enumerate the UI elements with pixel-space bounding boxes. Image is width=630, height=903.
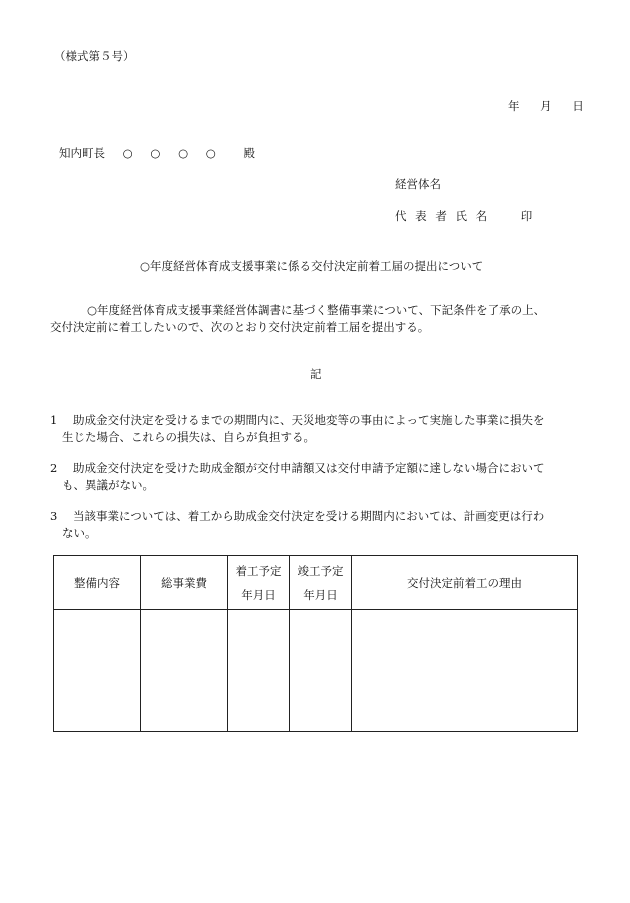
header-end-line2: 年月日 xyxy=(303,587,338,602)
rep-char: 者 xyxy=(435,209,447,223)
condition-text: 助成金交付決定を受けるまでの期間内に、天災地変等の事由によって実施した事業に損失を xyxy=(72,413,545,427)
schedule-table xyxy=(53,555,578,732)
addressee-circle: ○ xyxy=(150,146,161,160)
condition-number: 1 xyxy=(50,413,58,427)
representative-label xyxy=(395,208,532,224)
condition-item xyxy=(50,508,590,542)
condition-text-continued: 生じた場合、これらの損失は、自らが負担する。 xyxy=(62,430,315,444)
condition-text: 当該事業については、着工から助成金交付決定を受ける期間内においては、計画変更は行わ xyxy=(72,509,545,523)
cell-end-date[interactable] xyxy=(290,610,352,732)
header-content: 整備内容 xyxy=(54,556,141,610)
addressee-circle: ○ xyxy=(178,146,189,160)
seal-label: 印 xyxy=(520,209,533,223)
cell-total-cost[interactable] xyxy=(141,610,228,732)
cell-content[interactable] xyxy=(54,610,141,732)
rep-char: 氏 xyxy=(455,209,467,223)
header-total-cost: 総事業費 xyxy=(141,556,228,610)
cell-start-date[interactable] xyxy=(228,610,290,732)
year-label: 年 xyxy=(508,99,520,113)
cell-reason[interactable] xyxy=(352,610,578,732)
date-line xyxy=(508,98,584,114)
header-start-line2: 年月日 xyxy=(241,587,276,602)
document-title: ○年度経営体育成支援事業に係る交付決定前着工届の提出について xyxy=(140,259,484,273)
addressee xyxy=(59,145,255,161)
ki-heading: 記 xyxy=(310,367,322,381)
condition-item xyxy=(50,460,590,494)
condition-text-continued: も、異議がない。 xyxy=(62,478,154,492)
form-number: （様式第５号） xyxy=(54,49,135,63)
header-end-date xyxy=(290,556,352,610)
month-label: 月 xyxy=(540,99,552,113)
intro-line: ○年度経営体育成支援事業経営体調書に基づく整備事業について、下記条件を了承の上、 xyxy=(87,303,546,317)
addressee-title: 知内町長 xyxy=(59,146,105,160)
table-header-row xyxy=(54,556,578,610)
addressee-circle: ○ xyxy=(205,146,216,160)
condition-text: 助成金交付決定を受けた助成金額が交付申請額又は交付申請予定額に達しない場合において xyxy=(72,461,545,475)
intro-line: 交付決定前に着工したいので、次のとおり交付決定前着工届を提出する。 xyxy=(50,320,430,334)
rep-char: 名 xyxy=(475,209,488,223)
org-name-label: 経営体名 xyxy=(395,177,441,191)
condition-text-continued: ない。 xyxy=(62,526,97,540)
condition-number: 2 xyxy=(50,461,58,475)
condition-item xyxy=(50,412,590,446)
condition-number: 3 xyxy=(50,509,58,523)
intro-paragraph xyxy=(50,302,590,336)
addressee-circle: ○ xyxy=(122,146,133,160)
addressee-honorific: 殿 xyxy=(243,146,255,160)
table-row xyxy=(54,610,578,732)
rep-char: 代 xyxy=(395,209,407,223)
header-start-line1: 着工予定 xyxy=(235,563,282,578)
header-end-line1: 竣工予定 xyxy=(297,563,344,578)
header-start-date xyxy=(228,556,290,610)
rep-char: 表 xyxy=(415,209,427,223)
day-label: 日 xyxy=(572,99,584,113)
header-reason: 交付決定前着工の理由 xyxy=(352,556,578,610)
